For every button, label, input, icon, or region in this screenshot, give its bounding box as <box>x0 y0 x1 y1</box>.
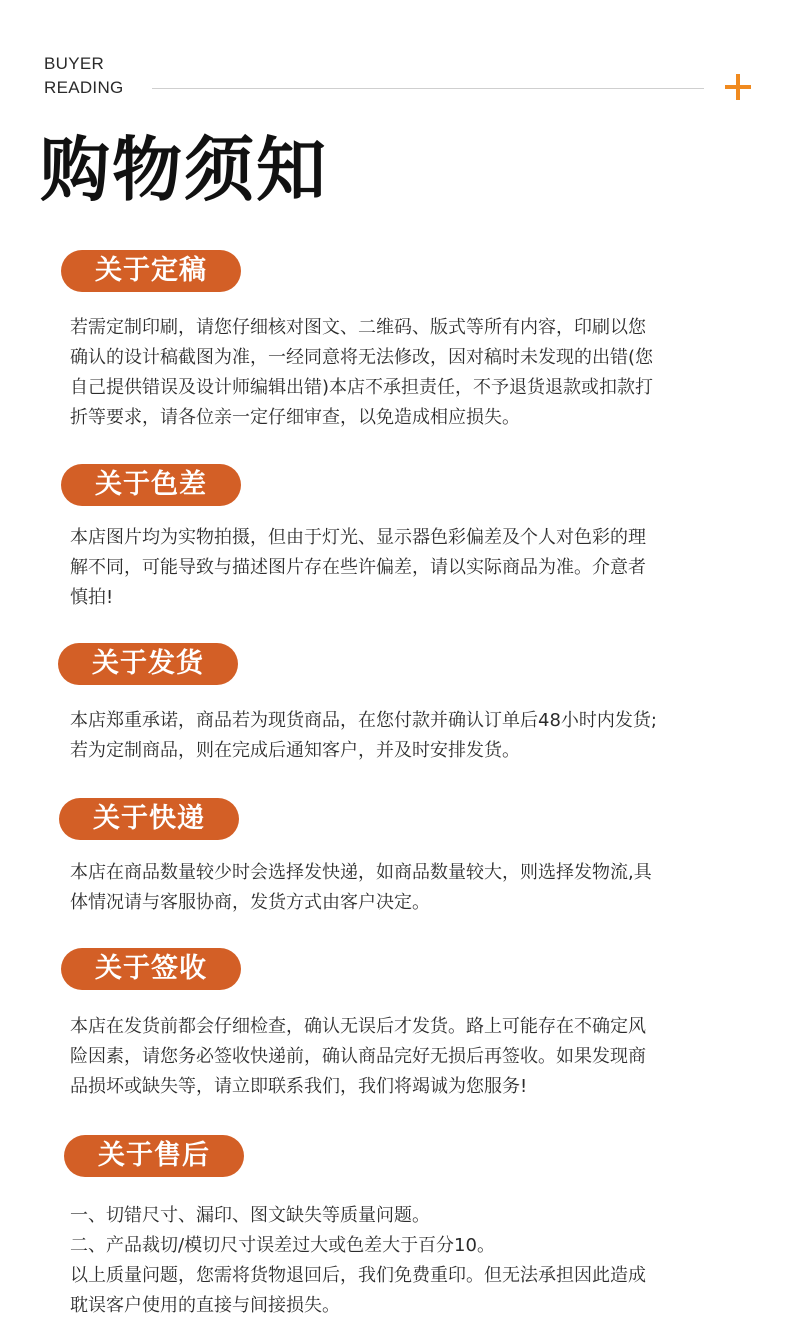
section-body-courier <box>70 858 736 918</box>
plus-icon <box>725 74 751 100</box>
body-line: 自己提供错误及设计师编辑出错)本店不承担责任，不予退货退款或扣款打 <box>70 377 654 398</box>
body-line: 若需定制印刷，请您仔细核对图文、二维码、版式等所有内容，印刷以您 <box>70 317 646 338</box>
body-line: 二、产品裁切/模切尺寸误差过大或色差大于百分10。 <box>70 1235 495 1256</box>
section-body-shipping <box>70 706 736 766</box>
section-badge-color-difference: 关于色差 <box>61 464 241 506</box>
body-line: 解不同，可能导致与描述图片存在些许偏差，请以实际商品为准。介意者 <box>70 557 646 578</box>
body-line: 品损坏或缺失等，请立即联系我们，我们将竭诚为您服务! <box>70 1076 528 1097</box>
body-line: 若为定制商品，则在完成后通知客户，并及时安排发货。 <box>70 740 520 761</box>
body-line: 以上质量问题，您需将货物退回后，我们免费重印。但无法承担因此造成 <box>70 1265 646 1286</box>
section-body-receipt <box>70 1012 736 1102</box>
section-badge-after-sales: 关于售后 <box>64 1135 244 1177</box>
body-line: 本店图片均为实物拍摄，但由于灯光、显示器色彩偏差及个人对色彩的理 <box>70 527 646 548</box>
body-line: 一、切错尺寸、漏印、图文缺失等质量问题。 <box>70 1205 430 1226</box>
section-badge-courier: 关于快递 <box>59 798 239 840</box>
section-body-after-sales <box>70 1201 736 1321</box>
body-line: 本店在商品数量较少时会选择发快递，如商品数量较大，则选择发物流,具 <box>70 862 652 883</box>
body-line: 险因素，请您务必签收快递前，确认商品完好无损后再签收。如果发现商 <box>70 1046 646 1067</box>
header-english-caption <box>44 52 124 100</box>
header-divider <box>152 88 704 89</box>
section-body-finalization <box>70 313 736 433</box>
section-badge-finalization: 关于定稿 <box>61 250 241 292</box>
body-line: 折等要求，请各位亲一定仔细审查，以免造成相应损失。 <box>70 407 520 428</box>
section-body-color-difference <box>70 523 736 613</box>
body-line: 确认的设计稿截图为准，一经同意将无法修改，因对稿时未发现的出错(您 <box>70 347 654 368</box>
section-badge-shipping: 关于发货 <box>58 643 238 685</box>
body-line: 本店在发货前都会仔细检查，确认无误后才发货。路上可能存在不确定风 <box>70 1016 646 1037</box>
body-line: 本店郑重承诺，商品若为现货商品，在您付款并确认订单后48小时内发货; <box>70 710 657 731</box>
header-english-line-2: READING <box>44 78 124 97</box>
body-line: 体情况请与客服协商，发货方式由客户决定。 <box>70 892 430 913</box>
page-title: 购物须知 <box>40 129 328 211</box>
body-line: 耽误客户使用的直接与间接损失。 <box>70 1295 340 1316</box>
body-line: 慎拍! <box>70 587 114 608</box>
section-badge-receipt: 关于签收 <box>61 948 241 990</box>
header-english-line-1: BUYER <box>44 54 105 73</box>
